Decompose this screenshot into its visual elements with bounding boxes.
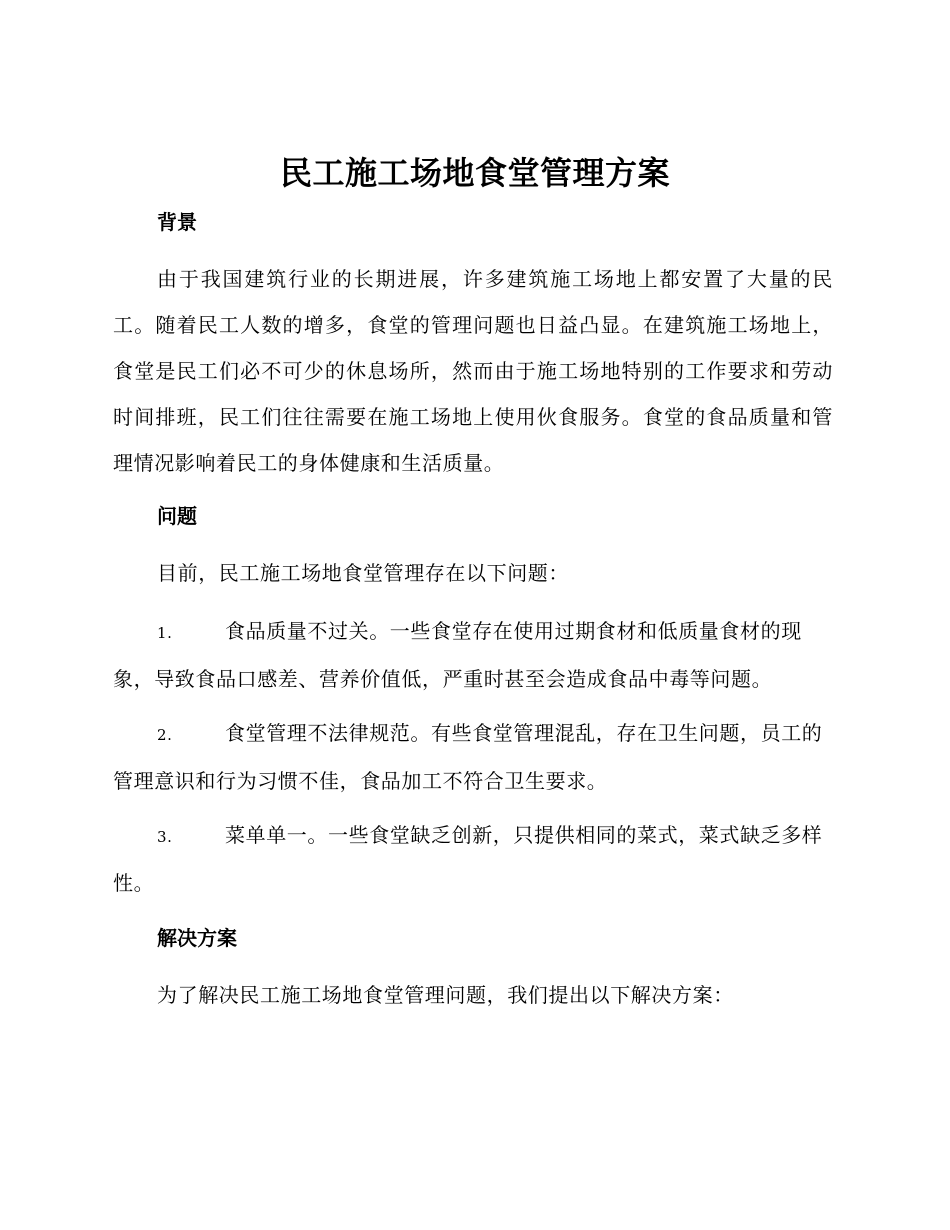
section-heading-solutions: 解决方案 [157,926,237,950]
list-item-number: 3. [157,828,173,846]
list-item-text: 食品质量不过关。一些食堂存在使用过期食材和低质量食材的现象，导致食品口感差、营养价值低，严重时甚至会造成食品中毒等问题。 [113,619,802,691]
list-item-text: 食堂管理不法律规范。有些食堂管理混乱，存在卫生问题，员工的管理意识和行为习惯不佳，食品加工不符合卫生要求。 [113,721,823,793]
list-item [113,608,833,702]
solutions-intro: 为了解决民工施工场地食堂管理问题，我们提出以下解决方案： [157,983,734,1007]
list-item-text: 菜单单一。一些食堂缺乏创新，只提供相同的菜式，菜式缺乏多样性。 [113,823,823,895]
list-item [113,812,833,906]
list-item-number: 1. [157,624,173,642]
section-heading-background: 背景 [157,210,197,234]
background-paragraph: 由于我国建筑行业的长期进展，许多建筑施工场地上都安置了大量的民工。随着民工人数的增多，食堂的管理问题也日益凸显。在建筑施工场地上，食堂是民工们必不可少的休息场所，然而由于施工场地特别的工作要求和劳动时间排班，民工们往往需要在施工场地上使用伙食服务。食堂的食品质量和管理情况影响着民工的身体健康和生活质量。 [113,267,833,475]
list-item-number: 2. [157,726,173,744]
problems-intro: 目前，民工施工场地食堂管理存在以下问题： [157,561,569,585]
section-heading-problems: 问题 [157,504,197,528]
list-item [113,710,833,804]
document-title: 民工施工场地食堂管理方案 [279,154,670,192]
